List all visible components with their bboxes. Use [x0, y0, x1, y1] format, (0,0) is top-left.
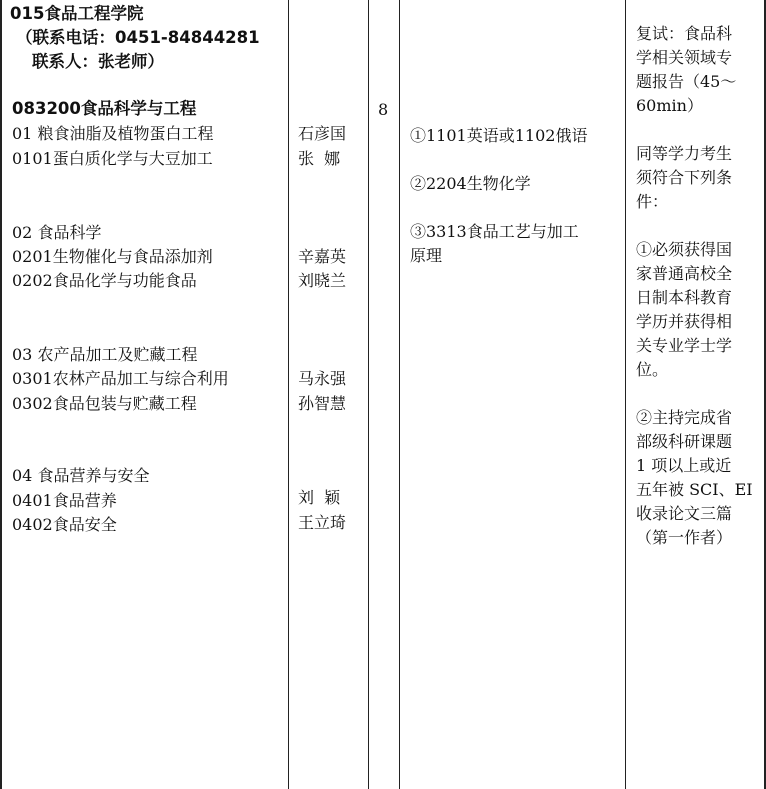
direction-0101: 0101蛋白质化学与大豆加工 — [12, 149, 213, 168]
program-column — [2, 0, 288, 789]
note-line: 复试：食品科 — [636, 24, 733, 43]
note-line: 部级科研课题 — [636, 432, 733, 451]
direction-01-title: 01 粮食油脂及植物蛋白工程 — [12, 124, 214, 143]
advisor-column — [288, 0, 368, 789]
direction-0402: 0402食品安全 — [12, 515, 117, 534]
note-line: 学历并获得相 — [636, 312, 733, 331]
advisor-02-b: 刘晓兰 — [298, 271, 347, 290]
direction-02-title: 02 食品科学 — [12, 223, 102, 242]
direction-03-title: 03 农产品加工及贮藏工程 — [12, 345, 198, 364]
college-name: 015食品工程学院 — [10, 4, 144, 23]
note-line: ②主持完成省 — [636, 408, 733, 427]
note-line: 须符合下列条 — [636, 168, 733, 187]
note-line: 同等学力考生 — [636, 144, 733, 163]
enrollment-count: 8 — [378, 100, 389, 119]
direction-0302: 0302食品包装与贮藏工程 — [12, 394, 197, 413]
note-line: 五年被 SCI、EI — [636, 480, 753, 499]
exam-column — [399, 0, 625, 789]
direction-0201: 0201生物催化与食品添加剂 — [12, 247, 213, 266]
exam-3-cont: 原理 — [410, 246, 443, 265]
advisor-01-a: 石彦国 — [298, 124, 347, 143]
direction-04-title: 04 食品营养与安全 — [12, 466, 150, 485]
advisor-04-b: 王立琦 — [298, 513, 347, 532]
note-line: 学相关领域专 — [636, 48, 733, 67]
advisor-01-b: 张 娜 — [298, 149, 341, 168]
advisor-03-a: 马永强 — [298, 369, 347, 388]
note-line: 位。 — [636, 360, 669, 379]
note-line: （第一作者） — [636, 528, 733, 547]
direction-0301: 0301农林产品加工与综合利用 — [12, 369, 229, 388]
note-line: 1 项以上或近 — [636, 456, 732, 475]
note-line: 家普通高校全 — [636, 264, 733, 283]
program-code-name: 083200食品科学与工程 — [12, 99, 197, 118]
exam-3: ③3313食品工艺与加工 — [410, 222, 579, 241]
advisor-03-b: 孙智慧 — [298, 394, 347, 413]
direction-0202: 0202食品化学与功能食品 — [12, 271, 197, 290]
note-line: 件： — [636, 192, 669, 211]
note-line: 日制本科教育 — [636, 288, 733, 307]
exam-2: ②2204生物化学 — [410, 174, 531, 193]
advisor-02-a: 辛嘉英 — [298, 247, 347, 266]
note-line: ①必须获得国 — [636, 240, 733, 259]
enrollment-column — [368, 0, 399, 789]
note-line: 60min） — [636, 96, 703, 115]
note-line: 关专业学士学 — [636, 336, 733, 355]
direction-0401: 0401食品营养 — [12, 491, 117, 510]
college-contact: 联系人：张老师） — [32, 52, 164, 71]
note-line: 题报告（45～ — [636, 72, 737, 91]
college-phone: （联系电话：0451-84844281 — [16, 28, 260, 47]
notes-column — [625, 0, 766, 789]
exam-1: ①1101英语或1102俄语 — [410, 126, 588, 145]
advisor-04-a: 刘 颖 — [298, 488, 341, 507]
note-line: 收录论文三篇 — [636, 504, 733, 523]
